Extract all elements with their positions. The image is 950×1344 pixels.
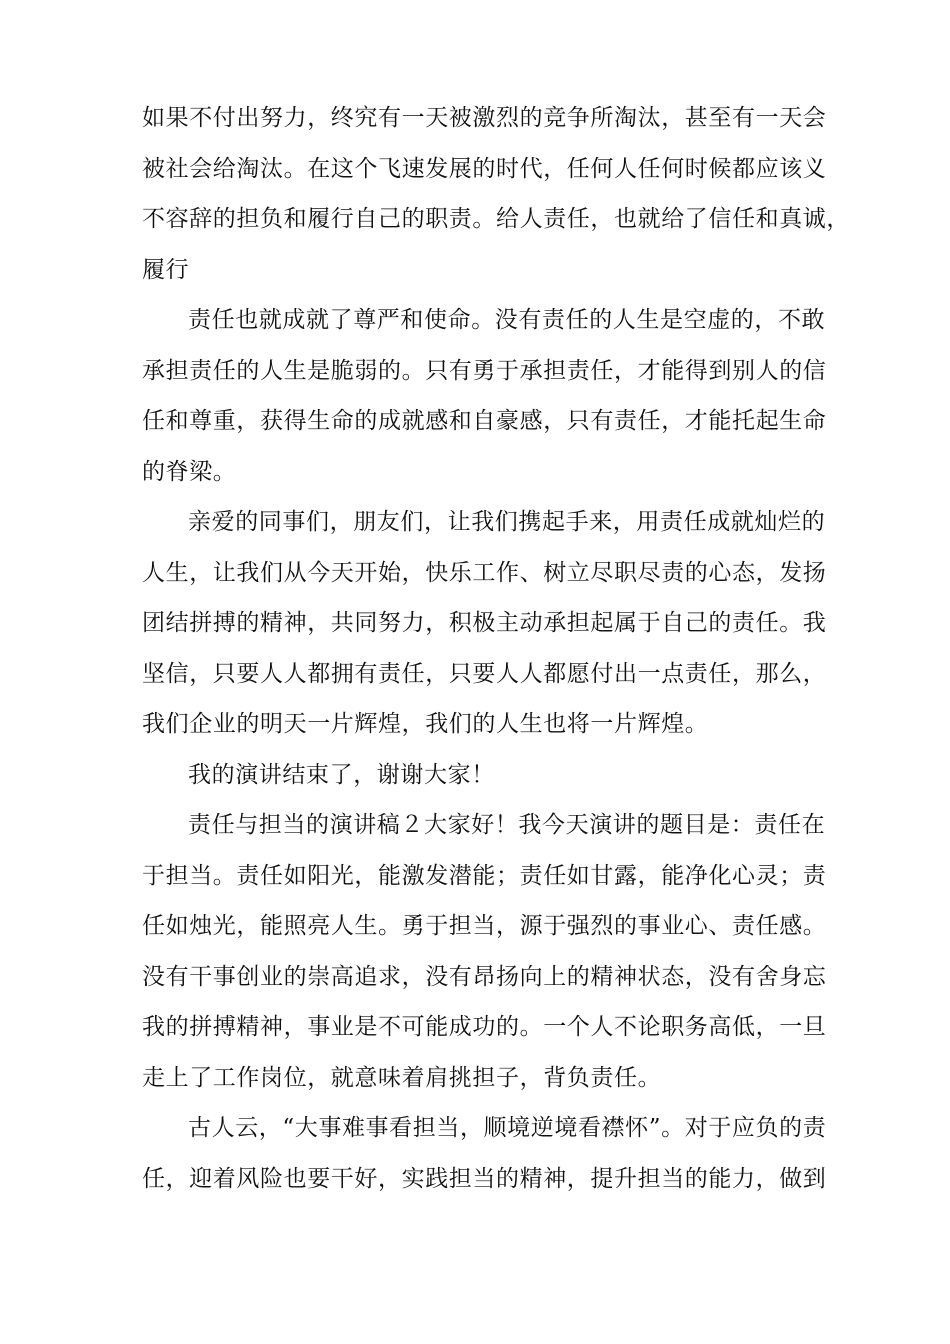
text-line: 如果不付出努力，终究有一天被激烈的竞争所淘汰，甚至有一天会 (142, 105, 827, 131)
text-line: 任和尊重，获得生命的成就感和自豪感，只有责任，才能托起生命 (142, 408, 827, 434)
text-line: 团结拼搏的精神，共同努力，积极主动承担起属于自己的责任。我 (142, 610, 827, 636)
text-line: 履行 (142, 256, 190, 283)
text-line: 坚信，只要人人都拥有责任，只要人人都愿付出一点责任，那么， (142, 660, 827, 687)
text-line: 承担责任的人生是脆弱的。只有勇于承担责任，才能得到别人的信 (142, 357, 827, 384)
text-line: 亲爱的同事们，朋友们，让我们携起手来，用责任成就灿烂的 (188, 509, 826, 535)
paragraph-6 (142, 1103, 832, 1204)
text-line: 不容辞的担负和履行自己的职责。给人责任，也就给了信任和真诚， (142, 206, 850, 232)
text-line: 走上了工作岗位，就意味着肩挑担子，背负责任。 (142, 1064, 662, 1091)
text-line: 人生，让我们从今天开始，快乐工作、树立尽职尽责的心态，发扬 (142, 559, 827, 586)
text-line: 责任与担当的演讲稿２大家好！我今天演讲的题目是：责任在 (188, 812, 826, 838)
text-line: 被社会给淘汰。在这个飞速发展的时代，任何人任何时候都应该义 (142, 155, 827, 182)
text-line: 我的拼搏精神，事业是不可能成功的。一个人不论职务高低，一旦 (142, 1014, 827, 1040)
text-line: 的脊梁。 (142, 458, 237, 485)
text-line: 于担当。责任如阳光，能激发潜能；责任如甘露，能净化心灵；责 (142, 862, 827, 889)
document-page (142, 93, 850, 1204)
text-line: 没有干事创业的崇高追求，没有昂扬向上的精神状态，没有舍身忘 (142, 963, 827, 990)
paragraph-1 (142, 93, 850, 295)
text-line: 责任也就成就了尊严和使命。没有责任的人生是空虚的，不敢 (188, 307, 826, 333)
text-line: 我们企业的明天一片辉煌，我们的人生也将一片辉煌。 (142, 711, 709, 737)
paragraph-4 (142, 750, 832, 801)
paragraph-2 (142, 295, 832, 497)
paragraph-5 (142, 800, 832, 1103)
text-line: 任如烛光，能照亮人生。勇于担当，源于强烈的事业心、责任感。 (142, 913, 827, 939)
text-line: 任，迎着风险也要干好，实践担当的精神，提升担当的能力，做到 (142, 1165, 827, 1192)
paragraph-3 (142, 497, 832, 750)
text-line: 我的演讲结束了，谢谢大家！ (188, 761, 495, 788)
text-line: 古人云，“大事难事看担当，顺境逆境看襟怀”。对于应负的责 (188, 1115, 827, 1141)
